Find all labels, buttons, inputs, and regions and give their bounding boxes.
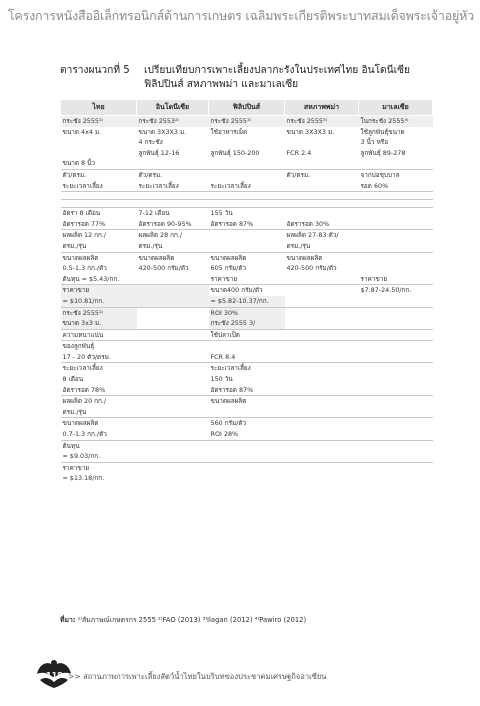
- table-cell: FCR 8.4: [210, 352, 236, 361]
- table-row: [61, 473, 433, 484]
- table-row: [61, 208, 433, 219]
- table-cell: ผลผลิต 20 กก./: [61, 396, 137, 407]
- table-cell: [285, 341, 359, 352]
- table-cell: ตรม./รุ่น: [62, 407, 87, 416]
- table-row: [61, 385, 433, 396]
- table-cell: [285, 429, 359, 440]
- table-cell: [137, 158, 209, 169]
- table-cell: [209, 169, 285, 180]
- table-cell: = $10.81/กก.: [61, 296, 137, 307]
- table-body: [61, 116, 433, 485]
- table-row: [61, 116, 433, 127]
- table-cell: ขนาดผลผลิต: [61, 252, 137, 263]
- table-cell: ขนาดผลผลิต: [209, 396, 285, 407]
- table-cell: ผลผลิต 12 กก./: [61, 230, 137, 241]
- table-cell: [359, 462, 433, 473]
- table-cell: ระยะเวลาเลี้ยง: [209, 363, 285, 374]
- table-cell: [137, 318, 209, 329]
- table-cell: ROI 28%: [210, 430, 239, 439]
- table-cell: [359, 440, 433, 451]
- table-cell: [209, 451, 285, 462]
- table-cell: อัตรารอด 87%: [210, 385, 254, 394]
- table-cell: [285, 374, 359, 385]
- table-cell: [359, 252, 433, 263]
- table-cell: [359, 318, 433, 329]
- source-text: ¹⁾สัมภาษณ์เกษตรกร 2555 ²⁾FAO (2013) ³⁾Ilagan (2012) ⁴⁾Pawiro (2012): [75, 616, 307, 624]
- table-cell: [285, 296, 359, 307]
- table-cell: [61, 148, 137, 159]
- table-cell: [285, 158, 359, 169]
- table-cell: 0.5-1.3 กก./ตัว: [62, 264, 107, 273]
- header-cell-myanmar: สหภาพพม่า: [285, 100, 359, 116]
- table-cell: 420-500 กรัม/ตัว: [286, 264, 337, 273]
- table-cell: ผลผลิต 28 กก./: [137, 230, 209, 241]
- table-cell: ใช้อาหารเม็ด: [210, 127, 248, 136]
- table-cell: อัตรารอด 77%: [62, 219, 106, 228]
- table-cell: [359, 473, 433, 484]
- table-row: [61, 219, 433, 230]
- table-row: [61, 318, 433, 329]
- table-cell: [209, 407, 285, 418]
- table-cell: ระยะเวลาเลี้ยง: [61, 363, 137, 374]
- table-cell: ของลูกพันธุ์: [61, 341, 137, 352]
- comparison-table: [60, 99, 433, 484]
- table-row: [61, 352, 433, 363]
- table-cell: 0.7-1.3 กก./ตัว: [62, 430, 107, 439]
- table-cell: [285, 307, 359, 318]
- table-row: [61, 169, 433, 180]
- table-cell: 8 เดือน: [62, 375, 84, 384]
- table-row: [61, 148, 433, 159]
- table-row: [61, 440, 433, 451]
- table-cell: [137, 307, 209, 318]
- table-cell: ระยะเวลาเลี้ยง: [210, 181, 251, 190]
- table-cell: 155 วัน: [209, 208, 285, 219]
- table-cell: ผลผลิต 27-83 ตัว/: [285, 230, 359, 241]
- table-cell: กระชัง 2555³⁾: [209, 116, 285, 127]
- table-cell: [137, 341, 209, 352]
- table-cell: [285, 285, 359, 296]
- table-cell: [359, 296, 433, 307]
- table-caption-text: เปรียบเทียบการเพาะเลี้ยงปลากะรังในประเทศไทย อินโดนีเซีย ฟิลิปปินส์ สหภาพพม่า และมาเลเซีย: [144, 65, 410, 90]
- table-cell: [61, 137, 137, 148]
- table-row: [61, 230, 433, 241]
- table-cell: ขนาดผลผลิต: [137, 252, 209, 263]
- table-cell: [209, 440, 285, 451]
- table-cell: [285, 462, 359, 473]
- table-cell: ใช้ปลาเป็ด: [209, 329, 285, 341]
- header-cell-philippines: ฟิลิปปินส์: [209, 100, 285, 116]
- table-row: [61, 200, 433, 208]
- table-row: [61, 137, 433, 148]
- table-cell: 605 กรัม/ตัว: [210, 264, 247, 273]
- table-cell: [137, 192, 209, 200]
- table-cell: ตรม./รุ่น: [138, 241, 163, 250]
- table-cell: [359, 219, 433, 230]
- table-cell: อัตรารอด 78%: [62, 385, 106, 394]
- table-cell: กระชัง 2553²⁾: [137, 116, 209, 127]
- table-row: [61, 418, 433, 429]
- table-cell: ราคาขาย: [360, 274, 388, 283]
- table-cell: [285, 473, 359, 484]
- table-caption-label: ตารางผนวกที่ 5: [60, 65, 130, 76]
- table-cell: [285, 274, 359, 285]
- table-cell: ขนาด 3X3X3 ม.: [138, 127, 187, 136]
- table-cell: [359, 200, 433, 208]
- table-cell: ใช้ลูกพันธุ์ขนาด: [360, 127, 405, 136]
- table-cell: กระชัง 2555 3/: [209, 318, 285, 329]
- table-row: [61, 329, 433, 341]
- page-footer: [34, 658, 464, 690]
- table-cell: ในกระชัง 2555⁴⁾: [359, 116, 433, 127]
- table-cell: [359, 241, 433, 252]
- table-cell: ขนาด 3x3 ม.: [61, 318, 137, 329]
- table-row: [61, 158, 433, 169]
- table-cell: [137, 429, 209, 440]
- table-cell: [359, 307, 433, 318]
- table-cell: [285, 318, 359, 329]
- table-cell: [209, 200, 285, 208]
- table-cell: ราคาขาย: [61, 285, 137, 296]
- table-cell: อัตรารอด 30%: [286, 219, 330, 228]
- table-cell: ตรม./รุ่น: [286, 241, 311, 250]
- table-cell: [359, 329, 433, 341]
- table-cell: [209, 192, 285, 200]
- table-cell: ตัว/ตรม.: [61, 169, 137, 180]
- running-header: โครงการหนังสืออิเล็กทรอนิกส์ด้านการเกษตร เฉลิมพระเกียรติพระบาทสมเด็จพระเจ้าอยู่หัว: [7, 8, 474, 23]
- table-cell: [61, 192, 137, 200]
- table-cell: [209, 341, 285, 352]
- table-row: [61, 181, 433, 192]
- table-cell: [209, 473, 285, 484]
- table-cell: [359, 429, 433, 440]
- table-row: [61, 462, 433, 473]
- table-cell: ลูกพันธุ์ 89-278: [360, 148, 406, 157]
- table-cell: [137, 418, 209, 429]
- table-cell: [285, 407, 359, 418]
- table-cell: = $13.18/กก.: [62, 474, 105, 483]
- table-row: [61, 374, 433, 385]
- table-cell: [137, 200, 209, 208]
- table-cell: [285, 192, 359, 200]
- table-row: [61, 241, 433, 252]
- table-row: [61, 285, 433, 296]
- table-cell: ต้นทุน: [61, 440, 137, 451]
- table-cell: 17 - 20 ตัว/ตรม.: [62, 352, 111, 361]
- table-row: [61, 127, 433, 138]
- table-cell: [359, 418, 433, 429]
- table-cell: = $5.82-10.37/กก.: [209, 296, 285, 307]
- table-row: [61, 252, 433, 263]
- table-cell: [359, 208, 433, 219]
- table-cell: [285, 329, 359, 341]
- table-cell: [359, 263, 433, 274]
- table-cell: [359, 192, 433, 200]
- header-cell-thailand: ไทย: [61, 100, 137, 116]
- table-cell: [359, 407, 433, 418]
- table-row: [61, 407, 433, 418]
- table-cell: กระชัง 2555³⁾: [285, 116, 359, 127]
- table-cell: [359, 363, 433, 374]
- table-cell: [137, 285, 209, 296]
- table-cell: [137, 440, 209, 451]
- table-header-row: [61, 100, 433, 116]
- table-cell: 4 กระชัง: [138, 138, 163, 147]
- table-cell: [209, 158, 285, 169]
- table-cell: [359, 385, 433, 396]
- table-cell: ต้นทุน = $5.43/กก.: [62, 274, 120, 283]
- table-cell: [359, 396, 433, 407]
- table-cell: [359, 451, 433, 462]
- header-cell-indonesia: อินโดนีเซีย: [137, 100, 209, 116]
- table-cell: [285, 352, 359, 363]
- table-cell: [285, 418, 359, 429]
- table-cell: [285, 181, 359, 192]
- table-cell: [209, 462, 285, 473]
- table-cell: [285, 451, 359, 462]
- table-cell: [359, 230, 433, 241]
- table-cell: [137, 451, 209, 462]
- table-cell: [285, 137, 359, 148]
- table-cell: ขนาด 3X3X3 ม.: [286, 127, 335, 136]
- table-cell: ขนาด 8 นิ้ว: [62, 159, 96, 168]
- table-cell: 3 นิ้ว หรือ: [360, 138, 389, 147]
- table-cell: 7-12 เดือน: [137, 208, 209, 219]
- table-cell: ลูกพันธุ์ 150-200: [210, 148, 260, 157]
- table-cell: FCR 2.4: [286, 148, 312, 157]
- table-cell: 420-500 กรัม/ตัว: [138, 264, 189, 273]
- source-note: [60, 614, 306, 625]
- table-cell: ตัว/ตรม.: [137, 169, 209, 180]
- table-cell: ขนาดผลผลิต: [285, 252, 359, 263]
- table-cell: [137, 407, 209, 418]
- table-cell: = $9.03/กก.: [62, 452, 101, 461]
- table-row: [61, 274, 433, 285]
- table-cell: จากบ่อชุบบาล: [359, 169, 433, 180]
- table-cell: [137, 296, 209, 307]
- table-cell: $7.87-24.50/กก.: [359, 285, 433, 296]
- table-cell: รอด 60%: [360, 181, 389, 190]
- table-cell: ราคาขาย: [61, 462, 137, 473]
- table-cell: [137, 396, 209, 407]
- header-cell-malaysia: มาเลเซีย: [359, 100, 433, 116]
- table-cell: กระชัง 2555¹⁾: [61, 116, 137, 127]
- page-number: 118: [46, 671, 63, 680]
- table-cell: [137, 363, 209, 374]
- table-cell: [209, 230, 285, 241]
- table-row: [61, 396, 433, 407]
- table-cell: [285, 440, 359, 451]
- table-cell: [209, 137, 285, 148]
- table-cell: ขนาดผลผลิต: [61, 418, 137, 429]
- table-row: [61, 451, 433, 462]
- table-cell: กระชัง 2555¹⁾: [61, 307, 137, 318]
- table-row: [61, 341, 433, 352]
- table-cell: [285, 385, 359, 396]
- footer-text: >> สถานภาพการเพาะเลี้ยงสัตว์น้ำไทยในบริบทของประชาคมเศรษฐกิจอาเซียน: [68, 672, 327, 681]
- table-cell: ความหนาแน่น: [61, 329, 137, 341]
- table-cell: [137, 473, 209, 484]
- table-cell: [285, 208, 359, 219]
- table-cell: ระยะเวลาเลี้ยง: [138, 181, 179, 190]
- table-cell: [359, 374, 433, 385]
- table-cell: ระยะเวลาเลี้ยง: [62, 181, 103, 190]
- table-cell: ตัว/ตรม.: [285, 169, 359, 180]
- table-cell: ขนาด 4x4 ม.: [62, 127, 102, 136]
- table-cell: 150 วัน: [210, 375, 233, 384]
- table-cell: [61, 200, 137, 208]
- table-caption: [60, 64, 452, 92]
- table-cell: [285, 363, 359, 374]
- table-cell: 560 กรัม/ตัว: [209, 418, 285, 429]
- table-cell: อัตรารอด 87%: [210, 219, 254, 228]
- table-cell: ขนาด400 กรัม/ตัว: [209, 285, 285, 296]
- table-row: [61, 307, 433, 318]
- table-cell: [137, 374, 209, 385]
- table-cell: [285, 200, 359, 208]
- table-row: [61, 363, 433, 374]
- table-cell: [137, 352, 209, 363]
- table-cell: [137, 329, 209, 341]
- table-cell: ROI 30%: [209, 307, 285, 318]
- table-cell: [209, 241, 285, 252]
- source-label: ที่มา:: [60, 616, 76, 624]
- table-cell: [285, 396, 359, 407]
- table-cell: อัตรา 8 เดือน: [61, 208, 137, 219]
- table-cell: [137, 462, 209, 473]
- table-cell: [359, 341, 433, 352]
- table-cell: ลูกพันธุ์ 12-16: [138, 148, 180, 157]
- table-row: [61, 296, 433, 307]
- table-row: [61, 263, 433, 274]
- table-cell: อัตรารอด 90-95%: [138, 219, 192, 228]
- table-row: [61, 429, 433, 440]
- table-cell: ขนาดผลผลิต: [209, 252, 285, 263]
- table-cell: ราคาขาย: [210, 274, 238, 283]
- table-cell: ตรม./รุ่น: [62, 241, 87, 250]
- table-row: [61, 192, 433, 200]
- table-cell: [137, 385, 209, 396]
- table-cell: [137, 274, 209, 285]
- table-cell: [359, 352, 433, 363]
- table-cell: [359, 158, 433, 169]
